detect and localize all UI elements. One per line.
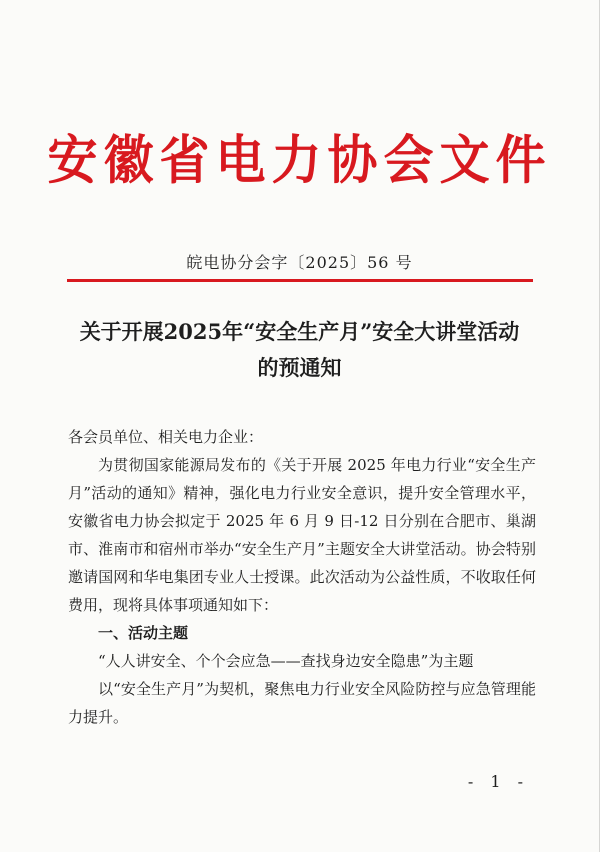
body-text bbox=[68, 423, 536, 731]
notice-title-line2: 的预通知 bbox=[257, 355, 342, 380]
doc-number: 皖电协分会字〔2025〕56 号 bbox=[186, 253, 413, 272]
section-heading-theme: 一、活动主题 bbox=[98, 624, 189, 642]
salutation: 各会员单位、相关电力企业： bbox=[68, 428, 264, 446]
page-number: - 1 - bbox=[467, 772, 529, 791]
theme-line: “人人讲安全、个个会应急——查找身边安全隐患”为主题 bbox=[98, 652, 474, 670]
notice-title-line1: 关于开展2025年“安全生产月”安全大讲堂活动 bbox=[79, 319, 520, 344]
org-title: 安徽省电力协会文件 bbox=[47, 128, 552, 191]
notice-title bbox=[40, 314, 559, 386]
paragraph-intro: 为贯彻国家能源局发布的《关于开展 2025 年电力行业“安全生产月”活动的通知》精神，强化电力行业安全意识，提升安全管理水平，安徽省电力协会拟定于 2025 年 6 月 9 日-12 日分别在合肥市、巢湖市、淮南市和宿州市举办“安全生产月”主题安全大讲堂活动。协会特别邀请国网和华电集团专业人士授课。此次活动为公益性质，不收取任何费用，现将具体事项通知如下： bbox=[68, 456, 536, 614]
red-divider bbox=[67, 279, 533, 282]
paragraph-theme-detail: 以“安全生产月”为契机，聚焦电力行业安全风险防控与应急管理能力提升。 bbox=[68, 680, 536, 726]
